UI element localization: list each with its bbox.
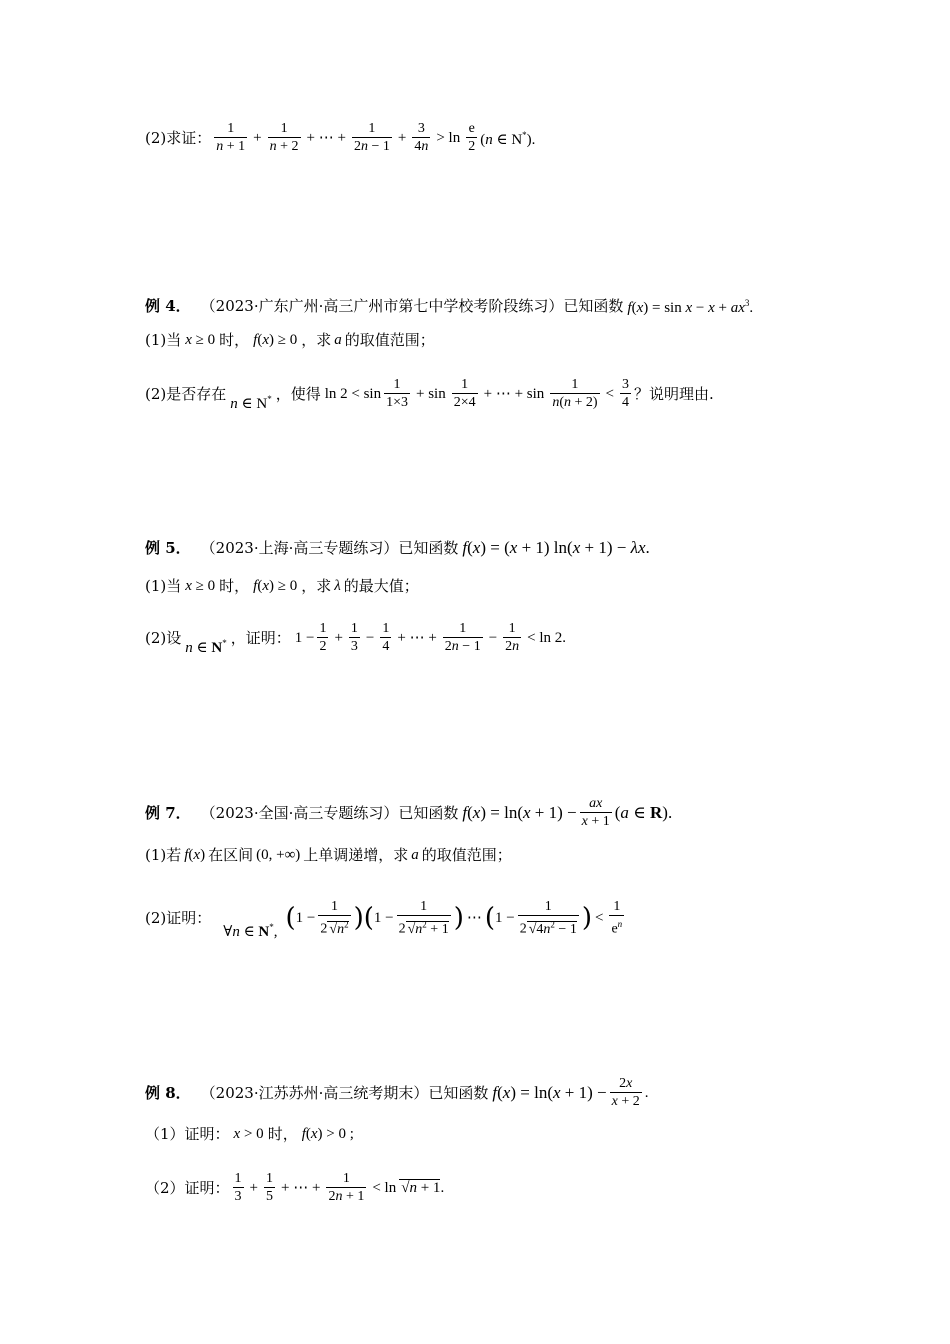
ex5-title-line xyxy=(145,538,650,558)
ex7-q1-text: 的取值范围； xyxy=(421,846,512,864)
ex4-q1-text: ，求 xyxy=(301,331,332,349)
ex4-q1: (1)当 x ≥ 0 时， f(x) ≥ 0 ，求 a 的取值范围； xyxy=(145,331,435,349)
ex4-q2-text: ？说明理由. xyxy=(634,384,714,403)
ex7-q1: (1)若 f(x) 在区间 (0, +∞) 上单调递增，求 a 的取值范围； xyxy=(145,846,512,864)
fraction: $\frac{1}{n + 2}$ xyxy=(269,121,299,154)
fraction: $\frac{3}{4n}$ xyxy=(414,121,429,154)
ex5-q1-text: 的最大值； xyxy=(343,577,419,595)
ex5-q1-text: ，求 xyxy=(301,577,332,595)
ex7-q1-text: 在区间 xyxy=(208,846,254,864)
ex5-q1-text: (1)当 xyxy=(145,577,182,595)
ex8-title: 例 8． xyxy=(145,1083,191,1102)
ex8-q1: （1）证明： x > 0 时， f(x) > 0 ; xyxy=(145,1125,354,1143)
ex7-q2-text: (2)证明： xyxy=(145,908,212,927)
ex5-q2-text: ，证明： xyxy=(230,628,291,647)
ex8-source: （2023·江苏苏州·高三统考期末）已知函数 xyxy=(200,1083,489,1102)
ex8-q1-text: （1）证明： xyxy=(145,1125,230,1143)
ex4-q1-text: 时， xyxy=(219,331,250,349)
ex8-q2: （2）证明： $\frac{1}{3}$ + $\frac{1}{5}$ + ⋯ + $\frac{1}{2n + 1}$ < ln √n + 1. xyxy=(145,1171,445,1204)
ex4-q2: (2)是否存在 n ∈ N* ，使得 ln 2 < sin $\frac{1}{1\times 3}$ + sin $\frac{1}{2\times 4}$ + ⋯ + sin $\frac{1}{n(n + 2)}$ < $\frac{3}{4}$ ？说明理由. xyxy=(145,377,714,412)
ex4-q1-text: (1)当 xyxy=(145,331,182,349)
ex4-q2-text: ，使得 xyxy=(275,384,321,403)
ex5-q2-text: (2)设 xyxy=(145,628,182,647)
ex8-title-line: 例 8． （2023·江苏苏州·高三统考期末）已知函数 f(x) = ln(x + 1) − $\frac{2x}{x + 2}$ . xyxy=(145,1076,649,1109)
ex7-q2: (2)证明： ∀n ∈ N*, ( 1 − $\frac{1}{2 √n^2}$ ) ( 1 − $\frac{1}{2 √n^2 + 1}$ ) ⋯ ( 1 − $\frac{1}{2 √4n^2 - 1}$ ) < $\frac{1}{e^n}$ xyxy=(145,899,623,941)
ex4-title: 例 4． xyxy=(145,296,191,315)
ex4-func: $f(x) = \sin x - x + ax^3$. xyxy=(627,298,754,316)
ex7-title: 例 7． xyxy=(145,803,191,822)
ex7-source: （2023·全国·高三专题练习）已知函数 xyxy=(200,803,459,822)
ex5-source: （2023·上海·高三专题练习）已知函数 xyxy=(200,539,459,557)
ex7-q1-text: 上单调递增，求 xyxy=(303,846,409,864)
fraction: $\frac{1}{n + 1}$ xyxy=(216,121,246,154)
ex7-q1-text: (1)若 xyxy=(145,846,182,864)
ex3-q2: (2)求证： $\frac{1}{n + 1}$ + $\frac{1}{n + 2}$ + ⋯ + $\frac{1}{2n - 1}$ + $\frac{3}{4n}$ > ln $\frac{e}{2}$ (n ∈ N*). xyxy=(145,121,536,154)
ex4-q2-text: (2)是否存在 xyxy=(145,384,227,403)
ex7-title-line: 例 7． （2023·全国·高三专题练习）已知函数 f(x) = ln(x + 1) − $\frac{ax}{x + 1}$ (a ∈ R). xyxy=(145,796,673,829)
ex4-source: （2023·广东广州·高三广州市第七中学校考阶段练习）已知函数 xyxy=(200,296,624,315)
ex5-q1: (1)当 x ≥ 0 时， f(x) ≥ 0 ，求 λ 的最大值； xyxy=(145,577,419,595)
condition: (n ∈ N*). xyxy=(480,130,536,148)
ex5-q1-text: 时， xyxy=(219,577,250,595)
ex8-q1-text: 时， xyxy=(267,1125,298,1143)
ex3-q2-label: (2)求证： xyxy=(145,128,212,147)
ex5-q2: (2)设 n ∈ N* ，证明： 1 − $\frac{1}{2}$ + $\frac{1}{3}$ − $\frac{1}{4}$ + ⋯ + $\frac{1}{2n - 1}$ − $\frac{1}{2n}$ < ln 2. xyxy=(145,621,567,656)
ex5-func: f(x) = (x + 1) ln(x + 1) − λx. xyxy=(462,538,650,557)
ex4-title-line xyxy=(145,293,753,318)
ex5-title: 例 5． xyxy=(145,539,191,557)
ex4-q1-text: 的取值范围； xyxy=(344,331,435,349)
ex8-q2-text: （2）证明： xyxy=(145,1178,230,1197)
fraction: $\frac{1}{2n - 1}$ xyxy=(353,121,390,154)
fraction: $\frac{e}{2}$ xyxy=(468,121,476,154)
